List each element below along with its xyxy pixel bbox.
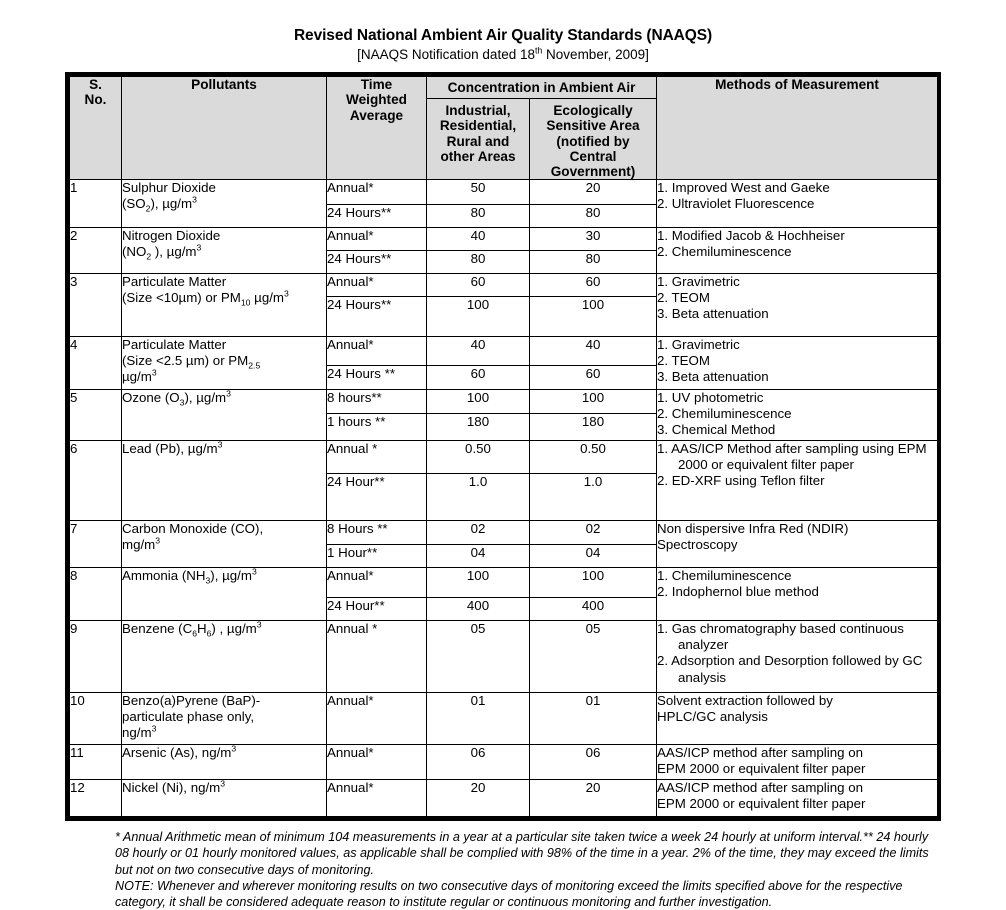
pollutant-name: Nitrogen Dioxide [122,228,221,244]
page-subtitle [0,47,1006,63]
cell-ecological-value: 05 [530,621,657,693]
cell-ecological-value: 40 [530,337,657,366]
twa-line-2: Weighted [346,92,407,108]
cell-methods [657,568,938,621]
pollutant-formula [122,290,326,306]
pollutant-unit [122,369,326,385]
cell-industrial-value: 60 [427,274,530,297]
cell-ecological-value: 20 [530,780,657,817]
formula-sub2: 6 [206,628,212,639]
formula-sup: 3 [226,388,231,399]
cell-time-weighted-average: Annual* [327,780,427,817]
pollutant-name-2: particulate phase only, [122,709,255,725]
cell-serial-number: 10 [70,693,122,745]
cell-methods [657,521,938,568]
eco-line-2: Sensitive Area [546,118,640,134]
formula-pre: (Size <10µm) or PM [122,290,241,306]
pollutant-formula [122,196,326,212]
col-header-industrial-area [427,99,530,180]
cell-ecological-value: 02 [530,521,657,545]
cell-time-weighted-average: Annual * [327,441,427,474]
method-item: 1. UV photometric [657,390,764,406]
formula-post: ), µg/m [150,196,193,212]
cell-time-weighted-average: Annual* [327,180,427,205]
cell-pollutant [122,274,327,337]
formula-pre: (NO [122,244,147,260]
sno-line-1: S. [89,77,102,93]
cell-time-weighted-average: 8 Hours ** [327,521,427,545]
cell-ecological-value: 0.50 [530,441,657,474]
cell-time-weighted-average: 24 Hours ** [327,366,427,390]
cell-methods [657,745,938,780]
method-item: 1. Modified Jacob & Hochheiser [657,228,845,244]
formula-sup: 3 [196,242,202,253]
pollutant-name: Carbon Monoxide (CO), [122,521,264,537]
formula-pre: (SO [122,196,146,212]
method-item: AAS/ICP method after sampling on [657,745,863,761]
cell-time-weighted-average: Annual* [327,745,427,780]
cell-time-weighted-average: 24 Hours** [327,297,427,337]
cell-time-weighted-average: Annual * [327,621,427,693]
methods-list [657,337,937,385]
cell-methods [657,621,938,693]
subtitle-pre: [NAAQS Notification dated 18 [357,47,535,63]
method-item: 2. Indophernol blue method [657,584,819,600]
formula-sup: 3 [251,566,257,577]
methods-list [657,180,937,212]
cell-industrial-value: 06 [427,745,530,780]
cell-ecological-value: 100 [530,390,657,414]
cell-ecological-value: 1.0 [530,474,657,521]
col-header-ecologically-sensitive-area [530,99,657,180]
method-item: 2. Chemiluminescence [657,244,792,260]
method-item: 2. Adsorption and Desorption followed by GC analysis [657,653,923,685]
formula-sub: 2 [146,251,152,262]
formula-post: ) , µg/m [211,621,257,637]
ind-line-1: Industrial, [445,103,511,119]
cell-time-weighted-average: Annual* [327,568,427,598]
cell-ecological-value: 100 [530,568,657,598]
subtitle-ordinal: th [534,45,543,56]
page-title: Revised National Ambient Air Quality Standards (NAAQS) [293,27,713,44]
cell-industrial-value: 400 [427,598,530,621]
pollutant-name [122,441,326,457]
unit-sup: 3 [151,723,157,734]
method-item: 3. Beta attenuation [657,306,769,322]
cell-methods [657,780,938,817]
table-row [70,441,938,474]
unit-pre: µg/m [122,369,152,385]
naaqs-table-container [65,72,941,821]
formula-pre: Ammonia (NH [122,568,206,584]
formula-sub: 3 [205,575,211,586]
cell-time-weighted-average: 24 Hours** [327,205,427,228]
method-item: Solvent extraction followed by [657,693,833,709]
unit-sup: 3 [151,367,157,378]
cell-pollutant [122,693,327,745]
method-item: 2. Chemiluminescence [657,406,792,422]
table-row [70,621,938,693]
method-item: EPM 2000 or equivalent filter paper [657,761,866,777]
footnotes-block [73,829,933,910]
col-header-time-weighted-average [327,77,427,180]
method-item: AAS/ICP method after sampling on [657,780,863,796]
col-header-serial-number [70,77,122,180]
table-row [70,390,938,414]
eco-line-4: Central [569,148,617,164]
formula-sup: 3 [192,194,197,205]
methods-list [657,390,937,438]
formula-sub: 10 [240,297,251,308]
cell-time-weighted-average: 24 Hour** [327,474,427,521]
pollutant-name [122,780,326,796]
pollutant-name: Sulphur Dioxide [122,180,216,196]
cell-industrial-value: 60 [427,366,530,390]
method-item: 3. Chemical Method [657,422,776,438]
twa-line-3: Average [349,107,404,123]
cell-ecological-value: 60 [530,366,657,390]
cell-industrial-value: 100 [427,568,530,598]
table-row [70,745,938,780]
unit-sup: 3 [220,778,226,789]
pollutant-name: Particulate Matter [122,274,227,290]
table-row [70,337,938,366]
cell-serial-number: 9 [70,621,122,693]
table-row [70,228,938,251]
ind-line-3: Rural and [446,133,510,149]
table-header [70,77,938,180]
cell-ecological-value: 80 [530,251,657,274]
formula-pre: (Size <2.5 µm) or PM [122,353,249,369]
cell-ecological-value: 400 [530,598,657,621]
cell-pollutant [122,745,327,780]
table-body [70,180,938,817]
cell-serial-number: 6 [70,441,122,521]
unit-pre: mg/m [122,537,156,553]
cell-industrial-value: 40 [427,337,530,366]
cell-pollutant [122,228,327,274]
method-item: 2. Ultraviolet Fluorescence [657,196,815,212]
formula-post: ), µg/m [184,390,227,406]
cell-industrial-value: 1.0 [427,474,530,521]
cell-time-weighted-average: Annual* [327,693,427,745]
pollutant-name: Benzo(a)Pyrene (BaP)- [122,693,261,709]
formula-mid: H [197,621,207,637]
unit-pre: ng/m [122,725,152,741]
cell-methods [657,390,938,441]
cell-time-weighted-average: 8 hours** [327,390,427,414]
pollutant-formula [122,244,326,260]
formula-sub: 2.5 [248,360,261,371]
cell-serial-number: 12 [70,780,122,817]
formula-sub: 6 [192,628,198,639]
cell-industrial-value: 50 [427,180,530,205]
cell-methods [657,337,938,390]
cell-industrial-value: 180 [427,414,530,441]
table-row [70,693,938,745]
cell-ecological-value: 04 [530,545,657,568]
cell-pollutant [122,180,327,228]
col-header-pollutants: Pollutants [122,77,327,180]
cell-pollutant [122,621,327,693]
table-row [70,180,938,205]
cell-methods [657,693,938,745]
cell-ecological-value: 100 [530,297,657,337]
formula-pre: Ozone (O [122,390,180,406]
cell-serial-number: 1 [70,180,122,228]
method-item: 2. ED-XRF using Teflon filter [657,473,825,489]
method-item: 1. AAS/ICP Method after sampling using EPM 2000 or equivalent filter paper [657,441,927,473]
cell-industrial-value: 40 [427,228,530,251]
method-item: Spectroscopy [657,537,738,553]
method-item: EPM 2000 or equivalent filter paper [657,796,866,812]
cell-time-weighted-average: 1 hours ** [327,414,427,441]
title-block [0,0,1006,63]
footnote-asterisk: * Annual Arithmetic mean of minimum 104 measurements in a year at a particular site taken twice a week 24 hourly at uniform interval.** 24 hourly 08 hourly or 01 hourly monitored values, as applicable shall be complied with 98% of the time in a year. 2% of the time, they may exceed the limits but not on two consecutive days of monitoring. [115,830,929,877]
cell-serial-number: 7 [70,521,122,568]
cell-ecological-value: 60 [530,274,657,297]
cell-ecological-value: 20 [530,180,657,205]
cell-time-weighted-average: Annual* [327,274,427,297]
ind-line-4: other Areas [440,148,516,164]
method-item: 1. Gas chromatography based continuous analyzer [657,621,904,653]
cell-serial-number: 8 [70,568,122,621]
cell-methods [657,180,938,228]
footnote-note: NOTE: Whenever and wherever monitoring results on two consecutive days of monitoring exceed the limits specified above for the respective category, it shall be considered adequate reason to institute regular or continuous monitoring and further investigation. [115,878,903,909]
method-item: 2. TEOM [657,353,710,369]
eco-line-3: (notified by [556,133,630,149]
col-header-methods-of-measurement: Methods of Measurement [657,77,938,180]
cell-industrial-value: 02 [427,521,530,545]
method-item: 1. Gravimetric [657,274,740,290]
cell-serial-number: 11 [70,745,122,780]
methods-list [657,228,937,260]
cell-ecological-value: 06 [530,745,657,780]
cell-serial-number: 4 [70,337,122,390]
cell-time-weighted-average: 1 Hour** [327,545,427,568]
cell-methods [657,441,938,521]
cell-methods [657,228,938,274]
methods-list [657,274,937,322]
method-item: 1. Gravimetric [657,337,740,353]
header-row-1 [70,77,938,99]
method-item: HPLC/GC analysis [657,709,768,725]
cell-industrial-value: 20 [427,780,530,817]
methods-list [657,568,937,600]
formula-post: ), µg/m [210,568,252,584]
cell-industrial-value: 100 [427,297,530,337]
cell-pollutant [122,521,327,568]
eco-line-1: Ecologically [553,103,633,119]
pollutant-name [122,568,326,584]
cell-ecological-value: 01 [530,693,657,745]
formula-sup: 3 [256,619,262,630]
cell-ecological-value: 80 [530,205,657,228]
cell-time-weighted-average: Annual* [327,337,427,366]
cell-industrial-value: 01 [427,693,530,745]
cell-pollutant [122,390,327,441]
formula-sub: 3 [179,397,185,408]
formula-sub: 2 [145,203,151,214]
formula-post: µg/m [250,290,284,306]
unit-sup: 3 [155,535,161,546]
table-row [70,780,938,817]
method-item: 1. Improved West and Gaeke [657,180,830,196]
ind-line-2: Residential, [439,118,517,134]
cell-ecological-value: 180 [530,414,657,441]
pollutant-name [122,390,326,406]
method-item: 3. Beta attenuation [657,369,769,385]
col-header-concentration-group: Concentration in Ambient Air [427,77,657,99]
sno-line-2: No. [84,92,107,108]
cell-pollutant [122,780,327,817]
cell-serial-number: 2 [70,228,122,274]
unit-sup: 3 [231,743,237,754]
formula-pre: Benzene (C [122,621,193,637]
method-item: 2. TEOM [657,290,710,306]
cell-time-weighted-average: 24 Hours** [327,251,427,274]
unit-pre: Nickel (Ni), ng/m [122,780,221,796]
method-item: Non dispersive Infra Red (NDIR) [657,521,849,537]
cell-industrial-value: 0.50 [427,441,530,474]
naaqs-standards-table [69,76,938,817]
eco-line-5: Government) [550,164,636,180]
cell-industrial-value: 05 [427,621,530,693]
method-item: 1. Chemiluminescence [657,568,792,584]
table-row [70,521,938,545]
formula-pre: Lead (Pb), µg/m [122,441,218,457]
unit-pre: Arsenic (As), ng/m [122,745,232,761]
cell-pollutant [122,568,327,621]
pollutant-name: Particulate Matter [122,337,227,353]
formula-sup: 3 [284,288,289,299]
cell-industrial-value: 04 [427,545,530,568]
cell-serial-number: 5 [70,390,122,441]
pollutant-unit [122,725,326,741]
table-row [70,274,938,297]
cell-pollutant [122,337,327,390]
cell-pollutant [122,441,327,521]
subtitle-post: November, 2009] [542,47,649,63]
twa-line-1: Time [360,77,393,93]
cell-time-weighted-average: Annual* [327,228,427,251]
formula-sup: 3 [217,439,223,450]
cell-industrial-value: 80 [427,205,530,228]
cell-methods [657,274,938,337]
pollutant-name [122,745,326,761]
pollutant-name [122,621,326,637]
pollutant-unit [122,537,326,553]
cell-industrial-value: 100 [427,390,530,414]
cell-serial-number: 3 [70,274,122,337]
cell-industrial-value: 80 [427,251,530,274]
cell-ecological-value: 30 [530,228,657,251]
formula-post: ), µg/m [151,244,197,260]
table-row [70,568,938,598]
cell-time-weighted-average: 24 Hour** [327,598,427,621]
